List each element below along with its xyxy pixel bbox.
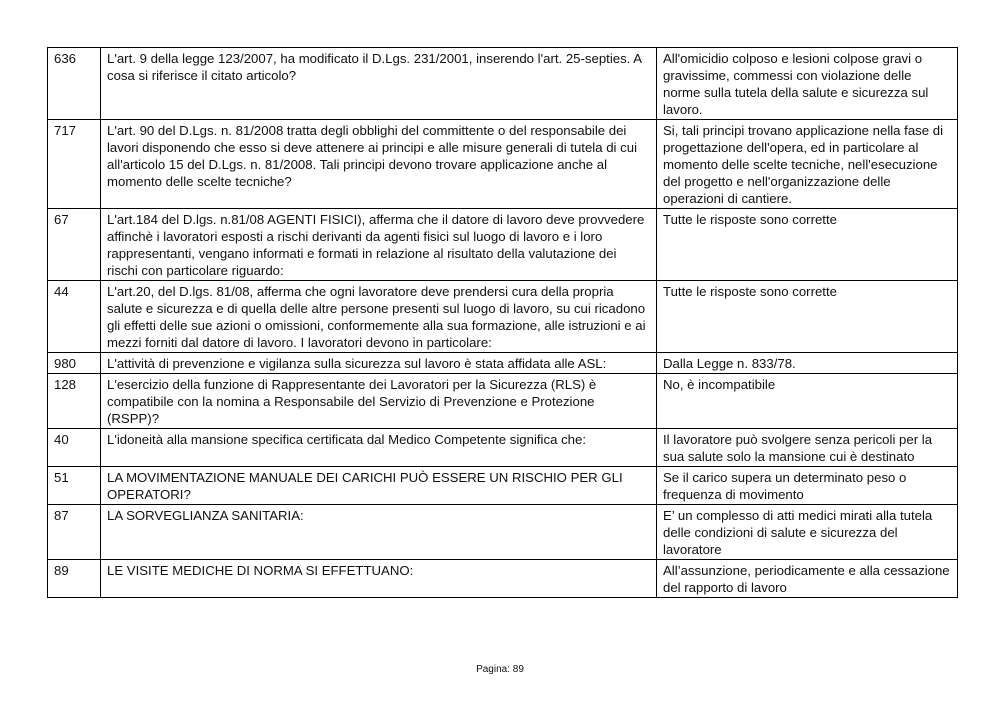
table-row xyxy=(48,560,958,598)
answer-cell: Se il carico supera un determinato peso o frequenza di movimento xyxy=(657,467,958,505)
page-number: Pagina: 89 xyxy=(476,664,524,675)
row-id-cell: 980 xyxy=(48,353,101,374)
answer-cell: Si, tali principi trovano applicazione nella fase di progettazione dell'opera, ed in particolare al momento delle scelte tecniche, nell'esecuzione del progetto e nell'organizzazione delle operazioni di cantiere. xyxy=(657,120,958,209)
row-id-cell: 636 xyxy=(48,48,101,120)
table-row xyxy=(48,209,958,281)
table-row xyxy=(48,429,958,467)
row-id-cell: 87 xyxy=(48,505,101,560)
row-id-cell: 128 xyxy=(48,374,101,429)
answer-cell: E’ un complesso di atti medici mirati alla tutela delle condizioni di salute e sicurezza del lavoratore xyxy=(657,505,958,560)
row-id-cell: 67 xyxy=(48,209,101,281)
table-row xyxy=(48,281,958,353)
question-cell: L'art.20, del D.lgs. 81/08, afferma che ogni lavoratore deve prendersi cura della propria salute e sicurezza e di quella delle altre persone presenti sul luogo di lavoro, su cui ricadono gli effetti delle sue azioni o omissioni, conformemente alla sua formazione, alle istruzioni e ai mezzi forniti dal datore di lavoro. I lavoratori devono in particolare: xyxy=(101,281,657,353)
row-id-cell: 40 xyxy=(48,429,101,467)
question-cell: LE VISITE MEDICHE DI NORMA SI EFFETTUANO: xyxy=(101,560,657,598)
page-footer xyxy=(0,664,1000,676)
answer-cell: Dalla Legge n. 833/78. xyxy=(657,353,958,374)
table-row xyxy=(48,467,958,505)
table-row xyxy=(48,48,958,120)
table-row xyxy=(48,374,958,429)
answer-cell: No, è incompatibile xyxy=(657,374,958,429)
row-id-cell: 89 xyxy=(48,560,101,598)
row-id-cell: 44 xyxy=(48,281,101,353)
question-cell: L'art.184 del D.lgs. n.81/08 AGENTI FISICI), afferma che il datore di lavoro deve provvedere affinchè i lavoratori esposti a rischi derivanti da agenti fisici sul luogo di lavoro e i loro rappresentanti, vengano informati e formati in relazione al risultato della valutazione dei rischi con particolare riguardo: xyxy=(101,209,657,281)
answer-cell: All'omicidio colposo e lesioni colpose gravi o gravissime, commessi con violazione delle norme sulla tutela della salute e sicurezza sul lavoro. xyxy=(657,48,958,120)
table-row xyxy=(48,120,958,209)
question-cell: L'art. 90 del D.Lgs. n. 81/2008 tratta degli obblighi del committente o del responsabile dei lavori disponendo che esso si deve attenere ai principi e alle misure generali di tutela di cui all'articolo 15 del D.Lgs. n. 81/2008. Tali principi devono trovare applicazione anche al momento delle scelte tecniche? xyxy=(101,120,657,209)
answer-cell: All’assunzione, periodicamente e alla cessazione del rapporto di lavoro xyxy=(657,560,958,598)
question-cell: L'attività di prevenzione e vigilanza sulla sicurezza sul lavoro è stata affidata alle ASL: xyxy=(101,353,657,374)
answer-cell: Tutte le risposte sono corrette xyxy=(657,281,958,353)
question-cell: L'esercizio della funzione di Rappresentante dei Lavoratori per la Sicurezza (RLS) è compatibile con la nomina a Responsabile del Servizio di Prevenzione e Protezione (RSPP)? xyxy=(101,374,657,429)
question-cell: L'art. 9 della legge 123/2007, ha modificato il D.Lgs. 231/2001, inserendo l'art. 25-septies. A cosa si riferisce il citato articolo? xyxy=(101,48,657,120)
table-row xyxy=(48,353,958,374)
question-cell: L'idoneità alla mansione specifica certificata dal Medico Competente significa che: xyxy=(101,429,657,467)
question-cell: LA SORVEGLIANZA SANITARIA: xyxy=(101,505,657,560)
table-row xyxy=(48,505,958,560)
qa-table xyxy=(47,47,958,598)
answer-cell: Il lavoratore può svolgere senza pericoli per la sua salute solo la mansione cui è destinato xyxy=(657,429,958,467)
answer-cell: Tutte le risposte sono corrette xyxy=(657,209,958,281)
row-id-cell: 717 xyxy=(48,120,101,209)
qa-table-body xyxy=(48,48,958,598)
row-id-cell: 51 xyxy=(48,467,101,505)
question-cell: LA MOVIMENTAZIONE MANUALE DEI CARICHI PUÒ ESSERE UN RISCHIO PER GLI OPERATORI? xyxy=(101,467,657,505)
